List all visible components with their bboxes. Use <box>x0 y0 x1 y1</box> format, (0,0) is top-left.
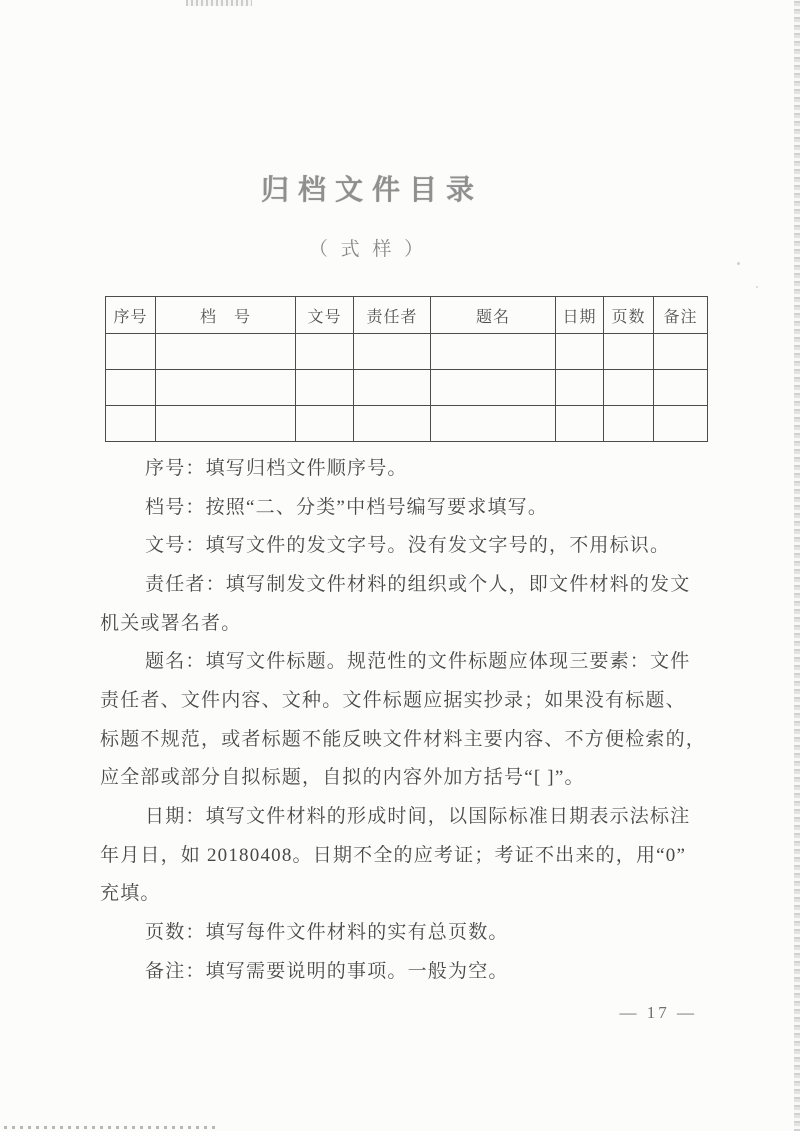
table-cell <box>296 370 354 406</box>
body-line: 日期：填写文件材料的形成时间，以国际标准日期表示法标注 <box>145 805 691 827</box>
body-line: 标题不规范，或者标题不能反映文件材料主要内容、不方便检索的， <box>100 728 707 750</box>
column-header-remarks: 备注 <box>654 297 708 334</box>
body-line: 责任者：填写制发文件材料的组织或个人，即文件材料的发文 <box>145 573 691 595</box>
table-cell <box>654 334 708 370</box>
scan-artifact-bottom-edge <box>4 1126 216 1129</box>
column-header-page-count: 页数 <box>604 297 654 334</box>
body-line: 备注：填写需要说明的事项。一般为空。 <box>145 960 509 982</box>
table-cell <box>654 406 708 442</box>
column-header-document-number: 文号 <box>296 297 354 334</box>
table-cell <box>431 370 556 406</box>
body-line: 充填。 <box>100 883 161 905</box>
table-row <box>106 370 708 406</box>
column-header-title: 题名 <box>431 297 556 334</box>
table-cell <box>106 406 156 442</box>
page-title: 归 档 文 件 目 录 <box>260 175 475 206</box>
table-cell <box>156 406 296 442</box>
table-cell <box>106 370 156 406</box>
body-line: 文号：填写文件的发文字号。没有发文字号的，不用标识。 <box>145 535 671 557</box>
scan-artifact-right-edge <box>794 0 800 1131</box>
table-cell <box>604 334 654 370</box>
table-cell <box>654 370 708 406</box>
archive-catalog-table <box>105 296 708 442</box>
table-cell <box>556 370 604 406</box>
table-header-row <box>106 297 708 334</box>
page-subtitle: （ 式 样 ） <box>308 239 428 260</box>
scan-artifact-speck <box>756 286 758 288</box>
body-line: 机关或署名者。 <box>100 612 242 634</box>
table-cell <box>354 334 431 370</box>
table-cell <box>604 406 654 442</box>
scan-artifact-speck <box>737 262 740 265</box>
table-cell <box>296 334 354 370</box>
table-cell <box>156 334 296 370</box>
table-cell <box>106 334 156 370</box>
table-cell <box>354 370 431 406</box>
column-header-file-number: 档 号 <box>156 297 296 334</box>
body-line: 题名：填写文件标题。规范性的文件标题应体现三要素：文件 <box>145 651 691 673</box>
body-line: 年月日，如 20180408。日期不全的应考证；考证不出来的，用“0” <box>100 844 687 866</box>
column-header-responsible-party: 责任者 <box>354 297 431 334</box>
table-cell <box>556 406 604 442</box>
body-line: 档号：按照“二、分类”中档号编写要求填写。 <box>145 496 549 518</box>
column-header-date: 日期 <box>556 297 604 334</box>
column-header-serial-number: 序号 <box>106 297 156 334</box>
heading-block <box>0 168 736 261</box>
body-line: 序号：填写归档文件顺序号。 <box>145 458 408 479</box>
table-cell <box>431 406 556 442</box>
table-cell <box>604 370 654 406</box>
body-line: 责任者、文件内容、文种。文件标题应据实抄录；如果没有标题、 <box>100 689 686 711</box>
explanatory-text <box>100 450 712 991</box>
body-line: 应全部或部分自拟标题，自拟的内容外加方括号“[ ]”。 <box>100 767 585 789</box>
table-row <box>106 406 708 442</box>
table-cell <box>431 334 556 370</box>
table-row <box>106 334 708 370</box>
body-line: 页数：填写每件文件材料的实有总页数。 <box>145 921 509 943</box>
table-cell <box>156 370 296 406</box>
page-number: — 17 — <box>619 1003 697 1022</box>
table-cell <box>354 406 431 442</box>
table-cell <box>296 406 354 442</box>
table-cell <box>556 334 604 370</box>
scan-artifact-top-smudge <box>186 0 252 6</box>
